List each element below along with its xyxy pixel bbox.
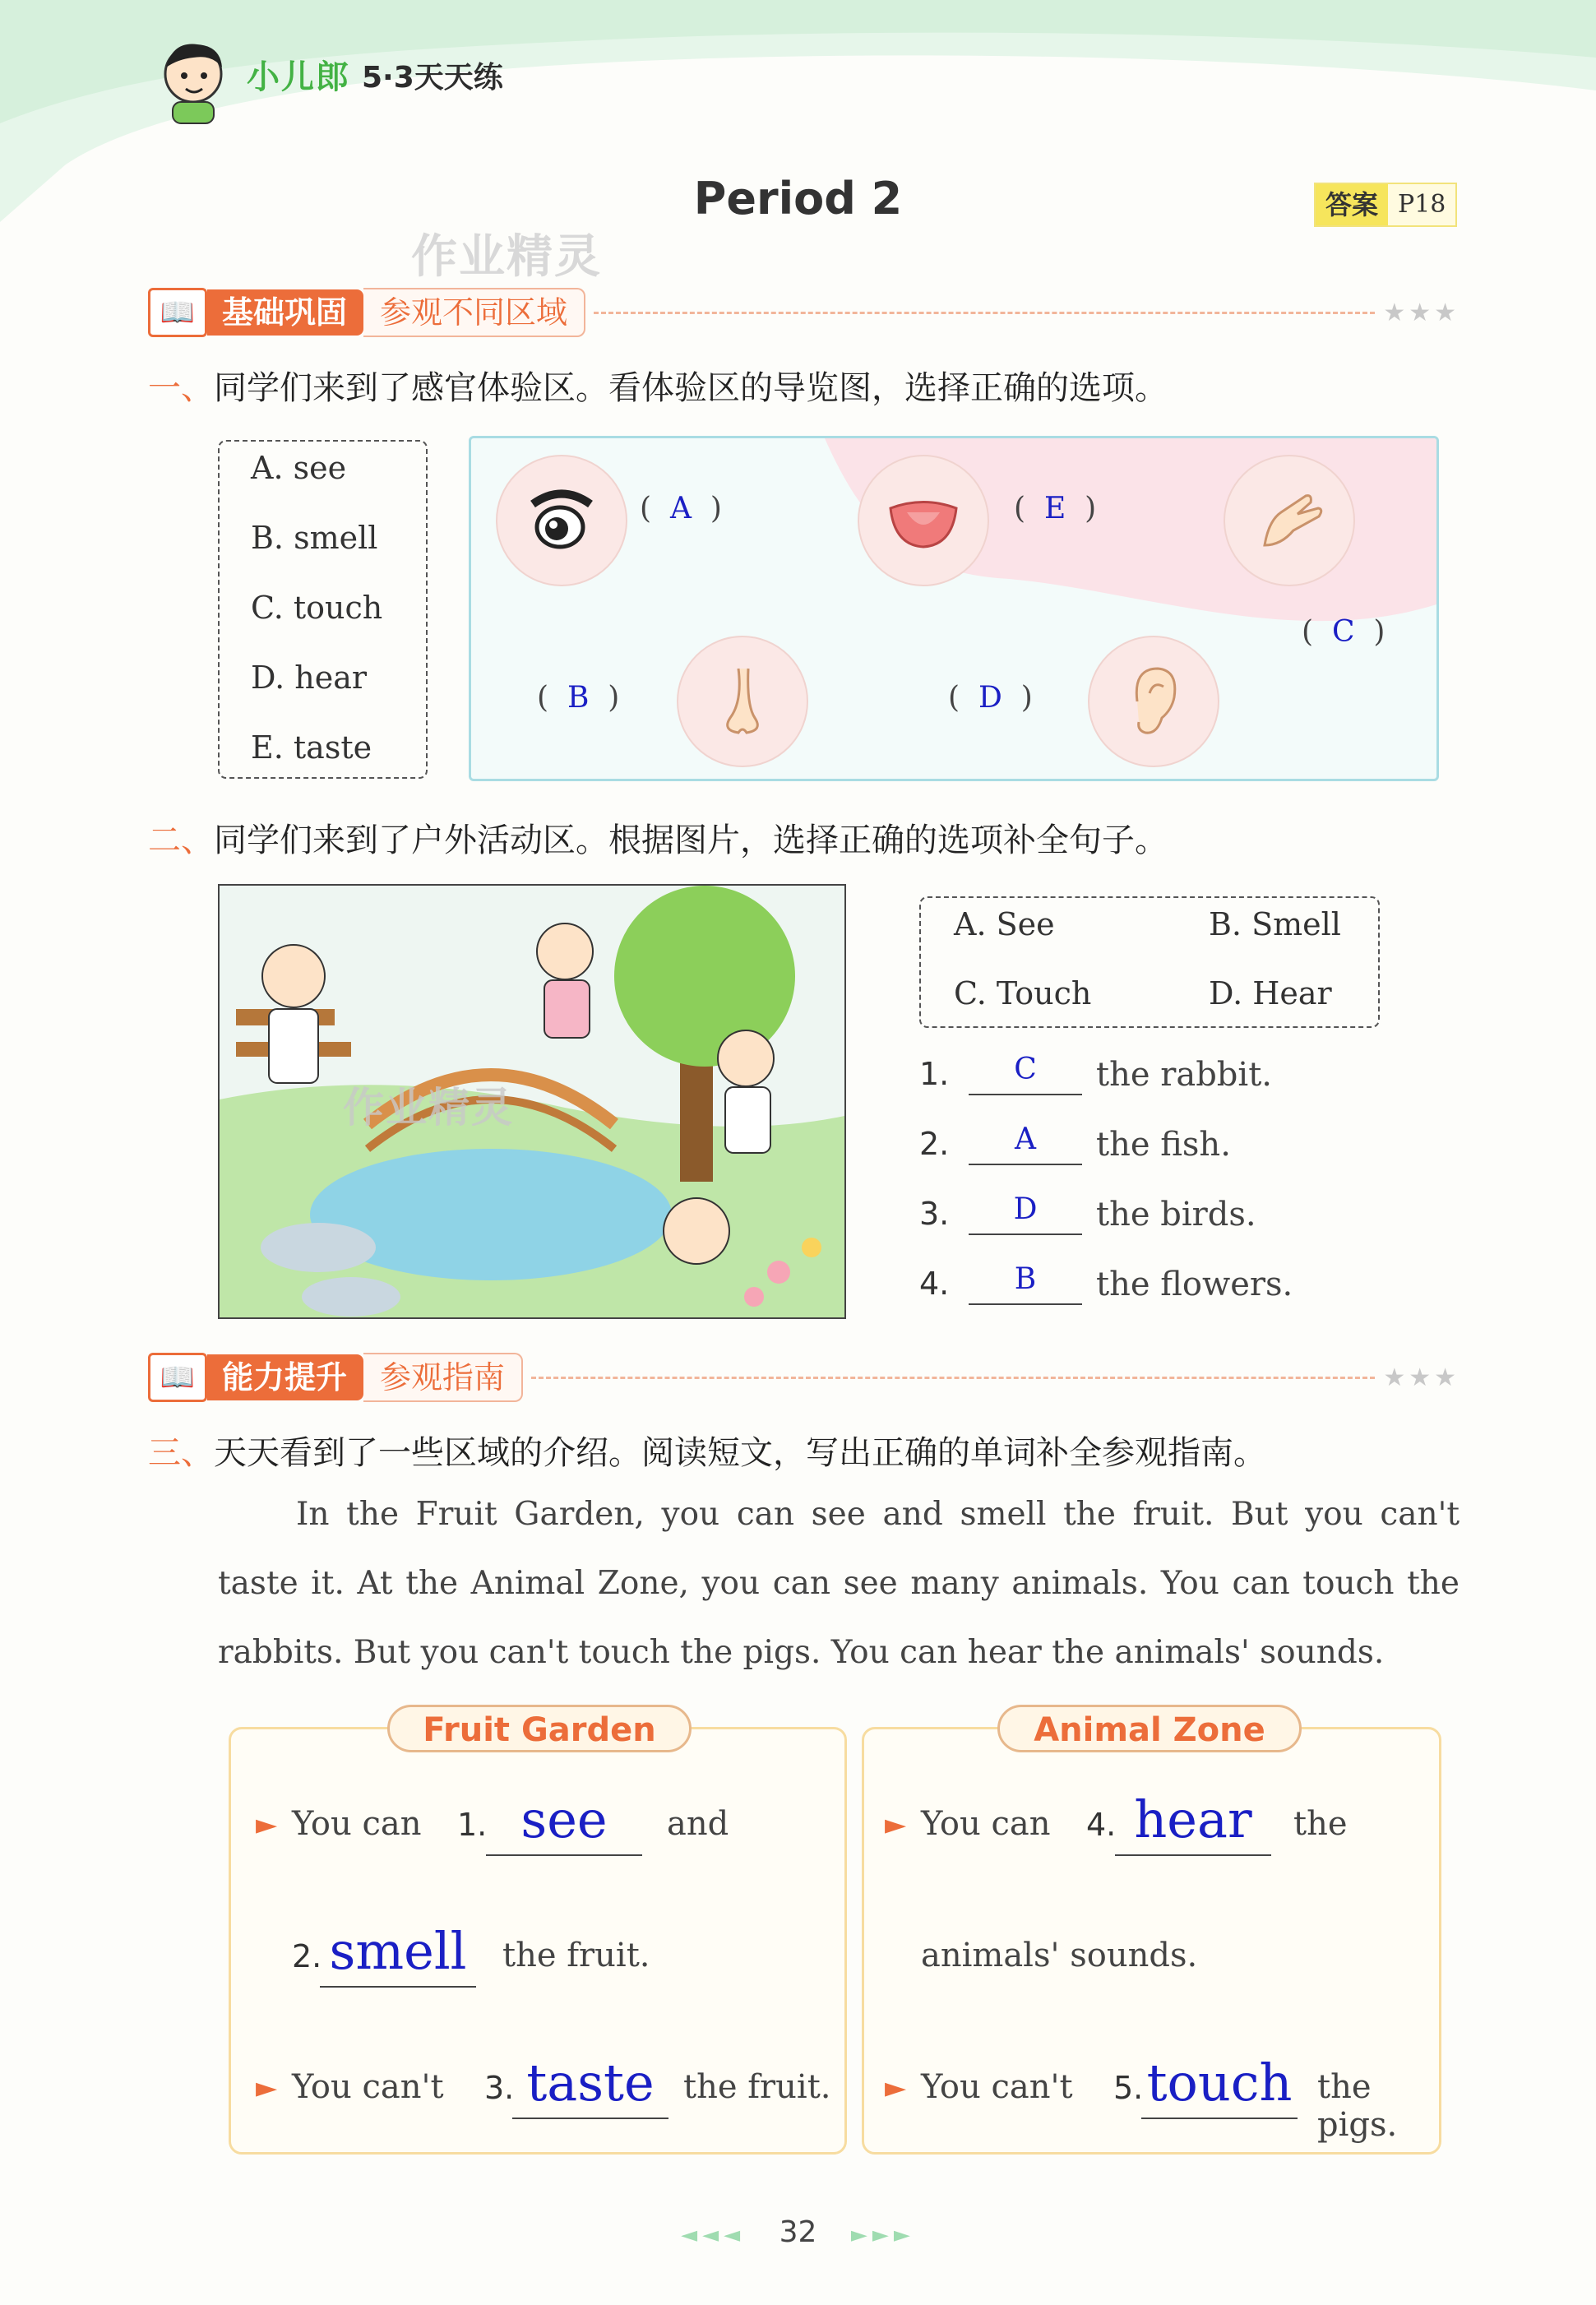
line-text: the fruit. (683, 2068, 831, 2106)
item-text: the rabbit. (1096, 1056, 1272, 1094)
line-text: You can (292, 1805, 422, 1843)
blank-number: 1. (457, 1807, 488, 1843)
option-d: D. hear (251, 660, 368, 696)
eye-icon (496, 455, 627, 586)
banner-dotted-line (594, 312, 1375, 314)
answer-label: 答案 (1316, 184, 1388, 225)
watermark: 作业精灵 (343, 1084, 514, 1132)
page-title: Period 2 (693, 173, 903, 224)
banner-sub-label: 参观指南 (363, 1353, 523, 1402)
mouth-icon (858, 455, 989, 586)
item-number: 2. (919, 1126, 950, 1162)
answer-reference (1314, 183, 1457, 227)
mascot-boy-icon (148, 35, 238, 125)
item-number: 3. (919, 1196, 950, 1232)
options-box (218, 440, 428, 779)
banner-main-label: 能力提升 (207, 1354, 363, 1400)
answer-ear: D (978, 681, 1002, 715)
animal-line-3 (885, 2053, 1436, 2144)
hand-icon (1224, 455, 1355, 586)
blank-number: 4. (1086, 1807, 1117, 1843)
page-number: 32 (779, 2215, 817, 2249)
question-2 (148, 814, 1168, 861)
option-b: B. Smell (1209, 906, 1341, 942)
line-text: and (667, 1805, 729, 1843)
fruit-line-1 (256, 1789, 831, 1861)
card-title: Fruit Garden (387, 1705, 692, 1752)
answer-nose-parens: ( B ) (537, 681, 620, 715)
option-b: B. smell (251, 520, 378, 556)
item-text: the birds. (1096, 1196, 1256, 1233)
answer-mouth: E (1043, 492, 1066, 525)
option-d: D. Hear (1209, 975, 1332, 1011)
banner-dotted-line (531, 1377, 1375, 1379)
line-text: the (1293, 1805, 1348, 1843)
item-text: the fish. (1096, 1126, 1231, 1164)
watermark: 作业精灵 (411, 230, 602, 284)
fruit-line-3 (256, 2053, 840, 2124)
arrow-icon: ► (256, 2071, 278, 2104)
arrow-icon: ► (256, 1808, 278, 1841)
line-text: You can't (292, 2068, 444, 2106)
option-a: A. See (954, 906, 1055, 942)
park-illustration (218, 884, 846, 1319)
question-3 (148, 1427, 1266, 1474)
blank-answer: taste (512, 2048, 668, 2119)
line-text: the pigs. (1317, 2068, 1398, 2144)
answer-nose: B (567, 681, 590, 715)
animal-line-2: animals' sounds. (921, 1937, 1198, 1974)
answer-mouth-parens: ( E ) (1014, 492, 1097, 525)
section-banner-advanced (148, 1353, 1460, 1402)
book-icon: 📖 (148, 1353, 207, 1402)
item-answer: A (969, 1122, 1082, 1165)
line-text: You can't (921, 2068, 1073, 2106)
ear-icon (1088, 636, 1219, 767)
page-number-area (0, 2215, 1596, 2249)
answer-eye: A (669, 492, 692, 525)
item-answer: B (969, 1262, 1082, 1305)
left-arrows-icon: ◄◄◄ (681, 2223, 746, 2247)
question-1 (148, 362, 1168, 409)
option-a: A. see (251, 450, 347, 486)
difficulty-stars-icon: ★★★ (1383, 298, 1460, 327)
series-name: 5·3天天练 (362, 61, 503, 95)
animal-zone-card (862, 1711, 1441, 2155)
item-answer: C (969, 1053, 1082, 1095)
answer-hand: C (1331, 615, 1355, 649)
option-c: C. touch (251, 590, 383, 626)
blank-number: 2. (292, 1938, 322, 1974)
blank-answer: see (486, 1785, 642, 1856)
banner-main-label: 基础巩固 (207, 289, 363, 336)
animal-line-1 (885, 1789, 1427, 1861)
option-c: C. Touch (954, 975, 1092, 1011)
right-arrows-icon: ►►► (850, 2223, 915, 2247)
blank-answer: touch (1141, 2048, 1298, 2119)
blank-number: 3. (484, 2070, 515, 2106)
answer-page: P18 (1388, 184, 1455, 225)
brand-logo-text: 小儿郎 (247, 58, 350, 96)
reading-passage: In the Fruit Garden, you can see and smell the fruit. But you can't taste it. At the Animal Zone, you can see many animals. You can touch the rabbits. But you can't touch the pigs. You can hear the animals' sounds. (218, 1496, 1460, 1671)
question-text: 天天看到了一些区域的介绍。阅读短文，写出正确的单词补全参观指南。 (214, 1434, 1266, 1472)
blank-number: 5. (1113, 2070, 1144, 2106)
banner-sub-label: 参观不同区域 (363, 288, 585, 337)
fruit-garden-card (229, 1711, 847, 2155)
card-title: Animal Zone (997, 1705, 1302, 1752)
answer-hand-parens: ( C ) (1302, 615, 1386, 649)
blank-answer: smell (320, 1917, 476, 1988)
options-box-2 (919, 896, 1380, 1028)
difficulty-stars-icon: ★★★ (1383, 1363, 1460, 1392)
nose-icon (677, 636, 808, 767)
question-number: 一、 (148, 369, 214, 407)
item-number: 4. (919, 1266, 950, 1302)
option-e: E. taste (251, 729, 372, 766)
blank-answer: hear (1115, 1785, 1271, 1856)
park-scene-image (220, 886, 844, 1317)
item-text: the flowers. (1096, 1266, 1293, 1303)
item-number: 1. (919, 1056, 950, 1092)
answer-eye-parens: ( A ) (640, 492, 722, 525)
question-number: 三、 (148, 1434, 214, 1472)
arrow-icon: ► (885, 1808, 907, 1841)
question-text: 同学们来到了户外活动区。根据图片，选择正确的选项补全句子。 (214, 822, 1168, 859)
question-text: 同学们来到了感官体验区。看体验区的导览图，选择正确的选项。 (214, 369, 1168, 407)
question-number: 二、 (148, 822, 214, 859)
line-text: the fruit. (502, 1937, 650, 1974)
arrow-icon: ► (885, 2071, 907, 2104)
book-icon: 📖 (148, 288, 207, 337)
sense-map (469, 436, 1439, 781)
fruit-line-2 (256, 1921, 831, 1993)
answer-ear-parens: ( D ) (948, 681, 1033, 715)
item-answer: D (969, 1192, 1082, 1235)
section-banner-basic (148, 288, 1460, 337)
line-text: You can (921, 1805, 1051, 1843)
